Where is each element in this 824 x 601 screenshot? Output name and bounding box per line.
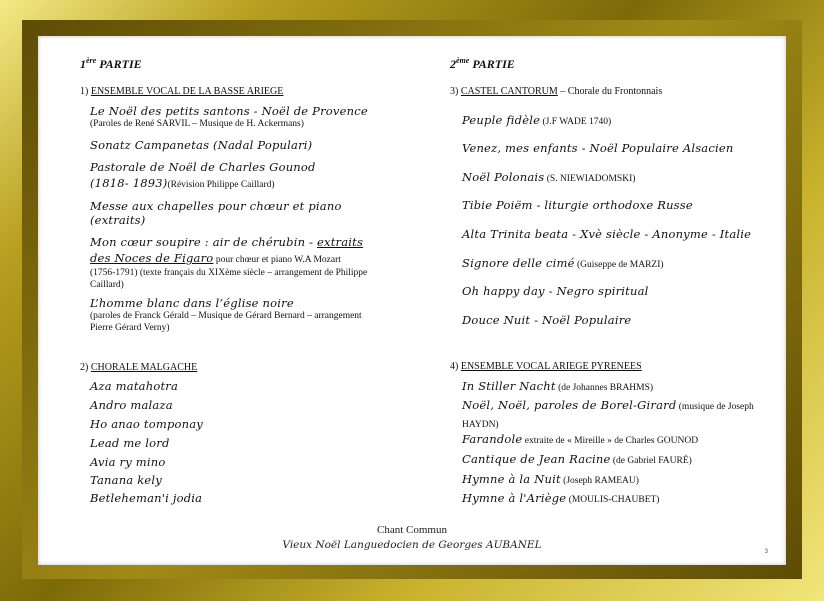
song-item: Tanana kely [90, 473, 162, 487]
song-item: Venez, mes enfants - Noël Populaire Alsacien [462, 141, 734, 155]
song-item: Ho anao tomponay [90, 417, 204, 431]
song-item: Le Noël des petits santons - Noël de Provence (Paroles de René SARVIL – Musique de H. Ackermans) [90, 104, 368, 129]
footer-subtitle: Vieux Noël Languedocien de Georges AUBANEL [282, 539, 542, 551]
ensemble-3-heading: 3) CASTEL CANTORUM – Chorale du Frontonnais [450, 86, 663, 97]
song-item: Signore delle cimé (Guiseppe de MARZI) [462, 256, 664, 270]
song-item: Tibie Poiëm - liturgie orthodoxe Russe [462, 198, 693, 212]
partie-1-heading: 1ère PARTIE [80, 56, 142, 71]
song-item: Cantique de Jean Racine (de Gabriel FAURÉ) [462, 452, 692, 466]
song-item: Aza matahotra [90, 379, 179, 393]
song-item: Pastorale de Noël de Charles Gounod (1818- 1893)(Révision Philippe Caillard) [90, 160, 316, 190]
song-item: L’homme blanc dans l’église noire (paroles de Franck Gérald – Musique de Gérard Bernard – arrangement Pierre Gérard Verny) [90, 296, 362, 333]
song-item: Hymne à l'Ariège (MOULIS-CHAUBET) [462, 491, 660, 505]
ensemble-2-heading: 2) CHORALE MALGACHE [80, 362, 198, 373]
song-item: Alta Trinita beata - Xvè siècle - Anonyme - Italie [462, 227, 752, 241]
song-item: Noël Polonais (S. NIEWIADOMSKI) [462, 170, 636, 184]
ensemble-1-heading: 1) ENSEMBLE VOCAL DE LA BASSE ARIEGE [80, 86, 284, 97]
song-item: Douce Nuit - Noël Populaire [462, 313, 632, 327]
song-item: Farandole extraite de « Mireille » de Charles GOUNOD [462, 432, 699, 446]
footer-title: Chant Commun [377, 524, 447, 536]
ensemble-4-heading: 4) ENSEMBLE VOCAL ARIEGE PYRENEES [450, 361, 642, 372]
song-item: Messe aux chapelles pour chœur et piano (extraits) [90, 199, 342, 227]
song-item: Betleheman'i jodia [90, 491, 203, 505]
song-item: Lead me lord [90, 436, 170, 450]
song-item: Andro malaza [90, 398, 173, 412]
song-item: In Stiller Nacht (de Johannes BRAHMS) [462, 379, 654, 393]
song-item: Oh happy day - Negro spiritual [462, 284, 649, 298]
program-page [38, 36, 786, 565]
page-number: 3 [764, 549, 768, 555]
song-item: Peuple fidèle (J.F WADE 1740) [462, 113, 612, 127]
song-item: Avia ry mino [90, 455, 166, 469]
song-item: Hymne à la Nuit (Joseph RAMEAU) [462, 472, 639, 486]
partie-2-heading: 2ème PARTIE [450, 56, 515, 71]
song-item: Mon cœur soupire : air de chérubin - extraits des Noces de Figaro pour chœur et piano W.A Mozart (1756-1791) (texte français du XIXème siècle – arrangement de Philippe Caillard) [90, 235, 368, 290]
song-item: Sonatz Campanetas (Nadal Populari) [90, 138, 313, 152]
song-item: Noël, Noël, paroles de Borel-Girard (musique de Joseph HAYDN) [462, 398, 754, 430]
